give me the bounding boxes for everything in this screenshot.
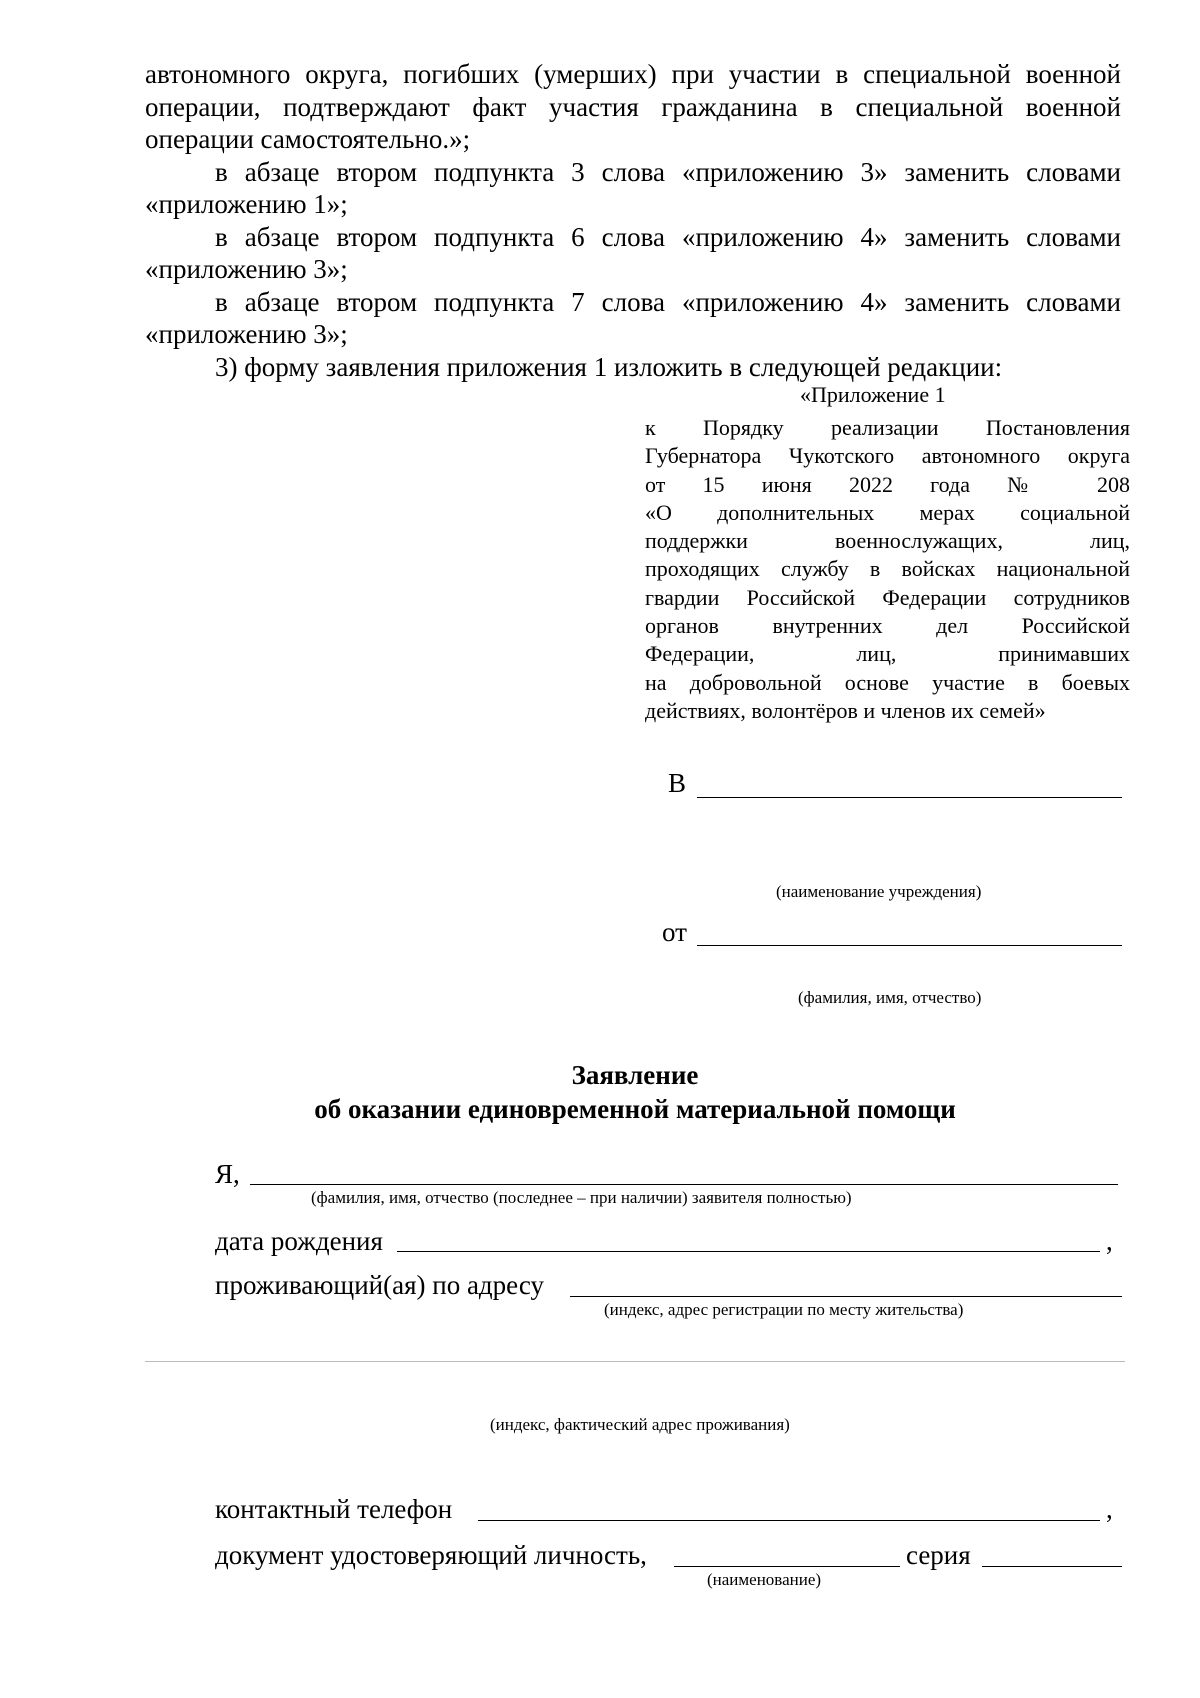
actual-address-hint: (индекс, фактический адрес проживания): [490, 1415, 790, 1434]
document-label: документ удостоверяющий личность,: [215, 1540, 647, 1570]
address-input-line[interactable]: [570, 1296, 1122, 1297]
appendix-line: Федерации, лиц, принимавших: [645, 641, 1130, 667]
appendix-block: [645, 414, 1130, 725]
fullname-hint: (фамилия, имя, отчество (последнее – при наличии) заявителя полностью): [311, 1188, 852, 1207]
appendix-line: к Порядку реализации Постановления: [645, 415, 1130, 440]
appendix-line: на добровольной основе участие в боевых: [645, 669, 1130, 695]
comma: ,: [1106, 1494, 1113, 1524]
title-line-2: об оказании единовременной материальной помощи: [314, 1094, 956, 1124]
appendix-line: от 15 июня 2022 года № 208: [645, 471, 1130, 497]
appendix-line: поддержки военнослужащих, лиц,: [645, 528, 1130, 554]
body-text: [145, 58, 1121, 383]
address-hint: (индекс, адрес регистрации по месту жительства): [604, 1300, 964, 1319]
paragraph-2: в абзаце втором подпункта 3 слова «приложению 3» заменить словами «приложению 1»;: [145, 156, 1121, 219]
birth-label: дата рождения: [215, 1226, 383, 1256]
from-label: от: [662, 917, 687, 947]
document-name-hint: (наименование): [707, 1570, 822, 1589]
appendix-line: органов внутренних дел Российской: [645, 613, 1130, 639]
to-hint: (наименование учреждения): [776, 882, 982, 901]
fullname-input-line[interactable]: [250, 1184, 1118, 1185]
from-input-line[interactable]: [697, 945, 1122, 946]
appendix-line: Губернатора Чукотского автономного округа: [645, 443, 1130, 469]
series-input-line[interactable]: [982, 1566, 1122, 1567]
paragraph-4: в абзаце втором подпункта 7 слова «приложению 4» заменить словами «приложению 3»;: [145, 286, 1121, 349]
paragraph-3: в абзаце втором подпункта 6 слова «приложению 4» заменить словами «приложению 3»;: [145, 221, 1121, 284]
appendix-line: проходящих службу в войсках национальной: [645, 556, 1130, 582]
i-label: Я,: [215, 1159, 240, 1189]
comma: ,: [1106, 1226, 1113, 1256]
appendix-line: «О дополнительных мерах социальной: [645, 499, 1130, 525]
from-hint: (фамилия, имя, отчество): [798, 988, 982, 1007]
paragraph-5: 3) форму заявления приложения 1 изложить в следующей редакции:: [215, 351, 1003, 382]
series-label: серия: [906, 1540, 971, 1570]
title-line-1: Заявление: [571, 1060, 699, 1090]
phone-input-line[interactable]: [478, 1520, 1100, 1521]
appendix-line: действиях, волонтёров и членов их семей»: [645, 697, 1046, 723]
paragraph-1: автономного округа, погибших (умерших) при участии в специальной военной операции, подтверждают факт участия гражданина в специальной военной операции самостоятельно.»;: [145, 59, 1121, 154]
to-input-line[interactable]: [697, 797, 1122, 798]
phone-label: контактный телефон: [215, 1494, 453, 1524]
actual-address-input-line[interactable]: [145, 1361, 1125, 1362]
appendix-line: гвардии Российской Федерации сотрудников: [645, 584, 1130, 610]
to-label: В: [668, 768, 687, 798]
document-name-input-line[interactable]: [674, 1566, 900, 1567]
birthdate-input-line[interactable]: [397, 1251, 1100, 1252]
address-label: проживающий(ая) по адресу: [215, 1270, 544, 1300]
appendix-title: «Приложение 1: [800, 382, 946, 407]
